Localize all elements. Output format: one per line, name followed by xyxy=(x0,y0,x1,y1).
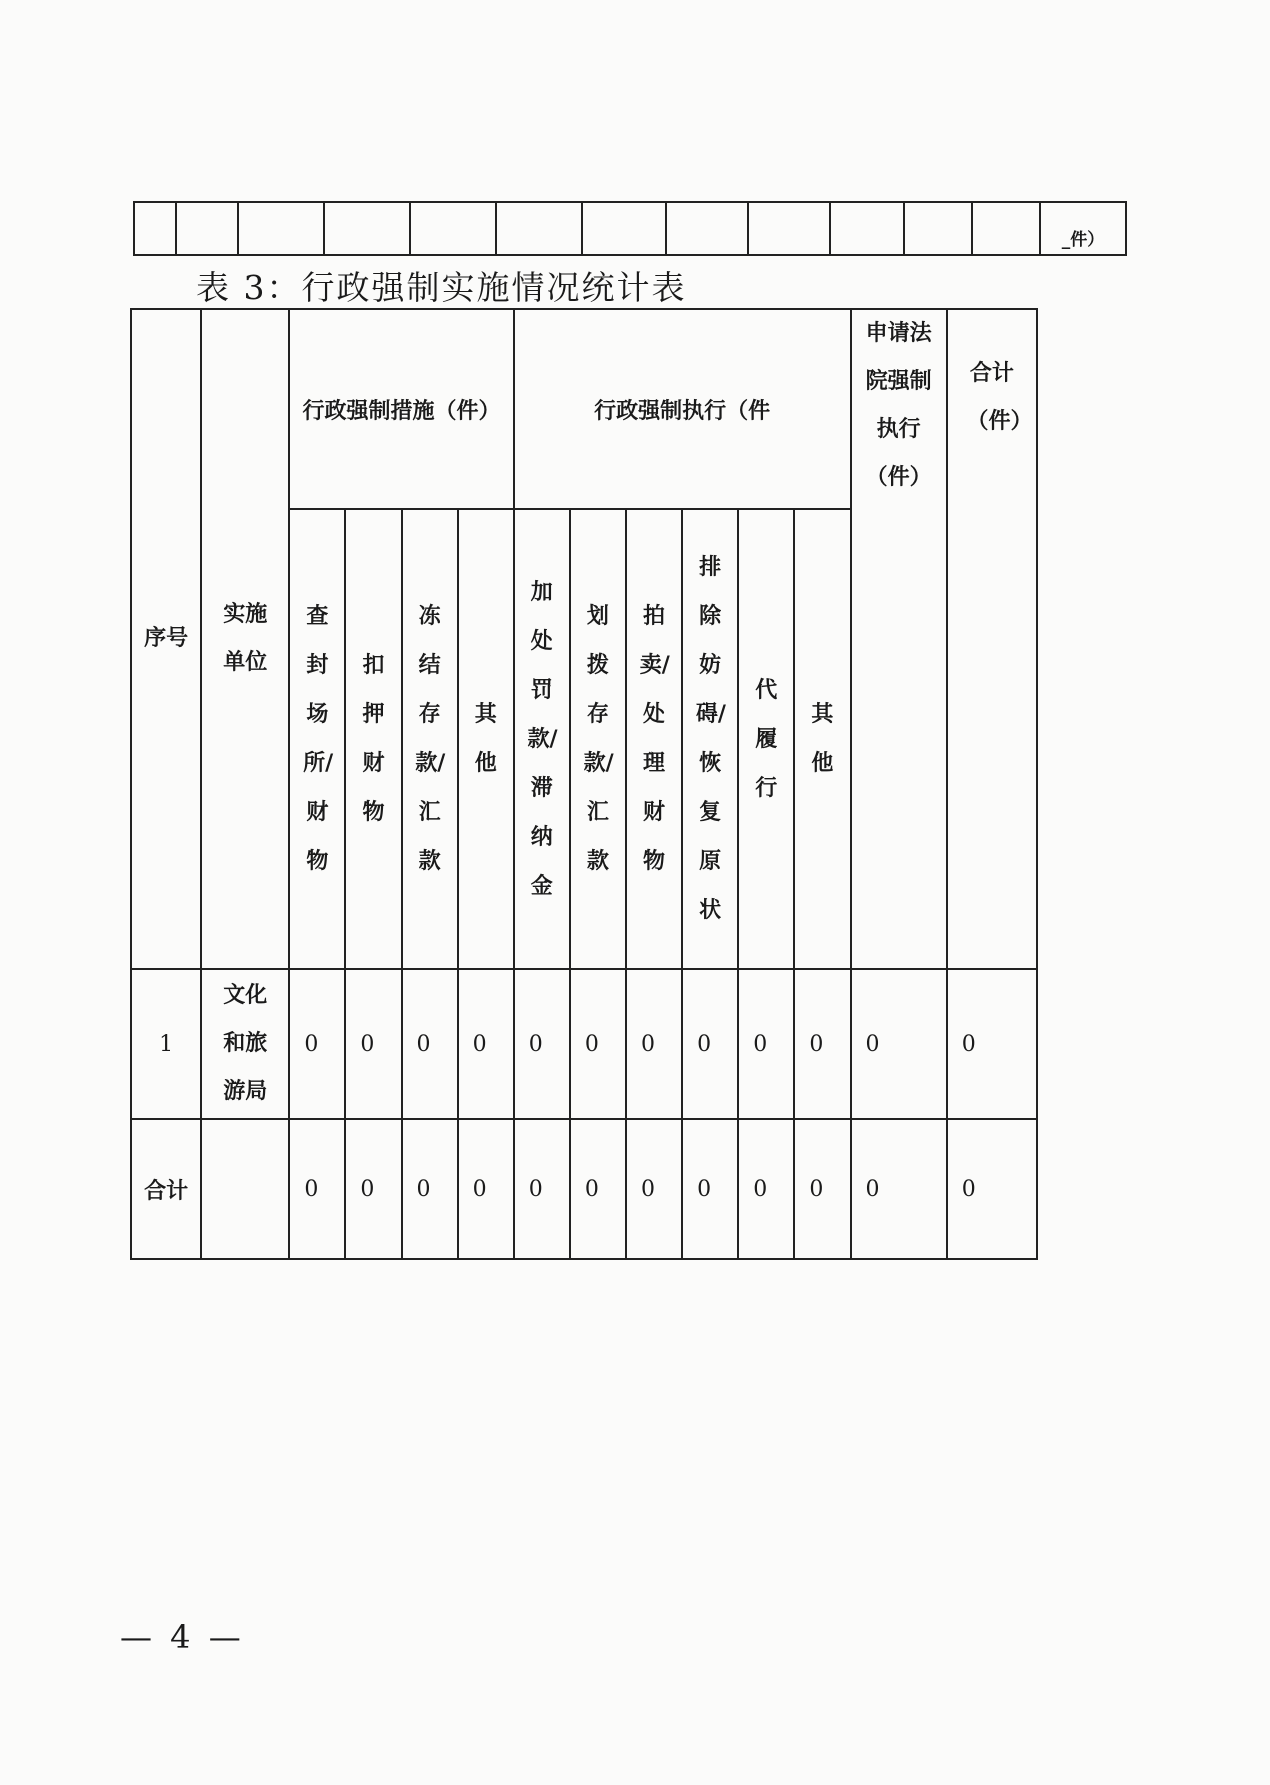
total-value: 0 xyxy=(794,1119,850,1259)
subheader-execution: 其他 xyxy=(794,509,850,969)
strip-unit-label: _件） xyxy=(1040,202,1126,255)
row-value: 0 xyxy=(738,969,794,1119)
enforcement-stats-table xyxy=(130,308,1038,1260)
subheader-execution: 拍卖/处理财物 xyxy=(626,509,682,969)
row-value: 0 xyxy=(458,969,514,1119)
strip-cell xyxy=(904,202,972,255)
subheader-measure: 其他 xyxy=(458,509,514,969)
row-value: 0 xyxy=(514,969,570,1119)
strip-cell xyxy=(176,202,238,255)
strip-cell xyxy=(496,202,582,255)
total-value: 0 xyxy=(458,1119,514,1259)
row-value: 0 xyxy=(402,969,458,1119)
strip-cell xyxy=(238,202,324,255)
strip-cell xyxy=(972,202,1040,255)
header-unit: 实施单位 xyxy=(201,309,289,969)
strip-cell xyxy=(582,202,666,255)
row-value: 0 xyxy=(794,969,850,1119)
total-value: 0 xyxy=(626,1119,682,1259)
row-value: 0 xyxy=(947,969,1037,1119)
subheader-execution: 排除妨碍/恢复原状 xyxy=(682,509,738,969)
table-header-row xyxy=(131,309,1037,509)
total-value: 0 xyxy=(682,1119,738,1259)
row-value: 0 xyxy=(626,969,682,1119)
total-value: 0 xyxy=(570,1119,626,1259)
strip-cell xyxy=(324,202,410,255)
table-row xyxy=(131,969,1037,1119)
subheader-measure: 扣押财物 xyxy=(345,509,401,969)
table-title: 表 3：行政强制实施情况统计表 xyxy=(196,268,687,307)
total-value: 0 xyxy=(851,1119,947,1259)
subheader-execution: 代履行 xyxy=(738,509,794,969)
total-value: 0 xyxy=(289,1119,345,1259)
table-total-row xyxy=(131,1119,1037,1259)
strip-cell xyxy=(830,202,904,255)
row-value: 0 xyxy=(682,969,738,1119)
subheader-measure: 查封场所/财物 xyxy=(289,509,345,969)
header-execution-group: 行政强制执行（件 xyxy=(514,309,851,509)
subheader-execution: 加处罚款/滞纳金 xyxy=(514,509,570,969)
total-value: 0 xyxy=(345,1119,401,1259)
header-seq: 序号 xyxy=(131,309,201,969)
row-seq: 1 xyxy=(131,969,201,1119)
row-value: 0 xyxy=(570,969,626,1119)
total-label: 合计 xyxy=(131,1119,201,1259)
strip-cell xyxy=(134,202,176,255)
total-value: 0 xyxy=(947,1119,1037,1259)
page-number: — 4 — xyxy=(120,1618,245,1656)
header-court: 申请法院强制执行（件） xyxy=(851,309,947,969)
total-value: 0 xyxy=(402,1119,458,1259)
subheader-execution: 划拨存款/汇款 xyxy=(570,509,626,969)
row-value: 0 xyxy=(851,969,947,1119)
strip-cell xyxy=(748,202,830,255)
row-value: 0 xyxy=(289,969,345,1119)
subheader-measure: 冻结存款/汇款 xyxy=(402,509,458,969)
total-value: 0 xyxy=(738,1119,794,1259)
row-value: 0 xyxy=(345,969,401,1119)
strip-cell xyxy=(410,202,496,255)
total-unit xyxy=(201,1119,289,1259)
header-total: 合计（件） xyxy=(947,309,1037,969)
header-measures-group: 行政强制措施（件） xyxy=(289,309,513,509)
row-unit: 文化和旅游局 xyxy=(201,969,289,1119)
previous-table-strip xyxy=(133,201,1127,256)
total-value: 0 xyxy=(514,1119,570,1259)
strip-cell xyxy=(666,202,748,255)
